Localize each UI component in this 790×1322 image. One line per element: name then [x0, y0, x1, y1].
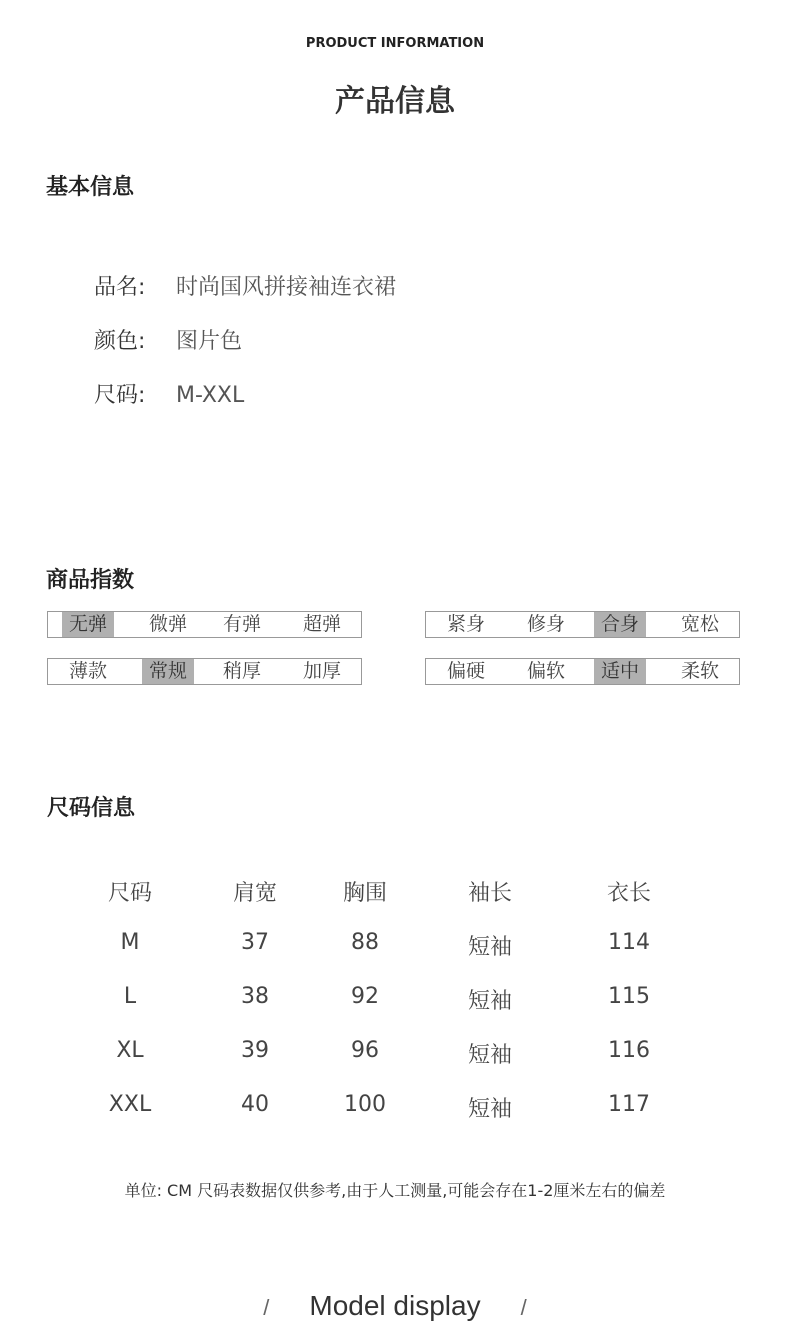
index-option: 合身 [594, 612, 646, 637]
size-note: 单位: CM 尺码表数据仅供参考,由于人工测量,可能会存在1-2厘米左右的偏差 [124, 1181, 666, 1200]
basic-info-value: 图片色 [176, 329, 243, 354]
size-table-cell: 39 [241, 1038, 269, 1063]
size-table-cell: 短袖 [467, 935, 512, 960]
index-option: 无弹 [62, 612, 114, 637]
model-display-title [0, 1290, 790, 1322]
index-option: 加厚 [302, 660, 341, 682]
model-display-text: Model display [309, 1290, 481, 1321]
header-en-title: PRODUCT INFORMATION [305, 36, 485, 51]
basic-info-label: 品名: [94, 275, 146, 300]
index-option: 偏软 [526, 660, 565, 682]
size-table-header: 尺码 [107, 881, 152, 906]
index-option: 有弹 [222, 613, 261, 635]
size-table-cell: 96 [351, 1038, 379, 1063]
size-table-header: 胸围 [342, 881, 387, 906]
basic-info-label: 尺码: [94, 383, 146, 408]
index-option: 稍厚 [222, 660, 261, 682]
slash-divider: / [263, 1295, 270, 1320]
size-table-cell: 117 [608, 1092, 650, 1117]
size-info-title: 尺码信息 [47, 796, 136, 821]
index-option: 常规 [142, 659, 194, 684]
size-table-header: 衣长 [606, 881, 651, 906]
size-table-cell: 114 [608, 930, 650, 955]
size-table-cell: XL [116, 1038, 144, 1063]
index-option: 薄款 [68, 660, 107, 682]
index-option: 柔软 [680, 660, 719, 682]
index-option: 修身 [526, 613, 565, 635]
basic-info-label: 颜色: [94, 329, 146, 354]
index-option: 紧身 [446, 613, 485, 635]
size-table-cell: 37 [241, 930, 269, 955]
index-option: 适中 [594, 659, 646, 684]
basic-info-value: M-XXL [176, 383, 245, 408]
slash-divider: / [520, 1295, 527, 1320]
index-option: 超弹 [302, 613, 341, 635]
size-table-cell: 短袖 [467, 989, 512, 1014]
size-table-cell: 116 [608, 1038, 650, 1063]
size-table-header: 肩宽 [232, 881, 277, 906]
header-cn-title: 产品信息 [335, 84, 455, 119]
index-option: 微弹 [148, 613, 187, 635]
product-index-title: 商品指数 [46, 568, 135, 593]
size-table-cell: 92 [351, 984, 379, 1009]
size-table-cell: M [120, 930, 140, 955]
size-table-cell: 38 [241, 984, 269, 1009]
index-option: 宽松 [680, 613, 719, 635]
index-option: 偏硬 [446, 660, 485, 682]
size-table-cell: 115 [608, 984, 650, 1009]
size-table-cell: 短袖 [467, 1043, 512, 1068]
basic-info-title: 基本信息 [46, 175, 135, 200]
size-table-cell: 40 [241, 1092, 269, 1117]
size-table-cell: 短袖 [467, 1097, 512, 1122]
basic-info-value: 时尚国风拼接袖连衣裙 [176, 275, 397, 300]
size-table-cell: 88 [351, 930, 379, 955]
size-table-cell: 100 [344, 1092, 386, 1117]
size-table-cell: XXL [108, 1092, 152, 1117]
size-table-header: 袖长 [467, 881, 512, 906]
size-table-cell: L [123, 984, 137, 1009]
